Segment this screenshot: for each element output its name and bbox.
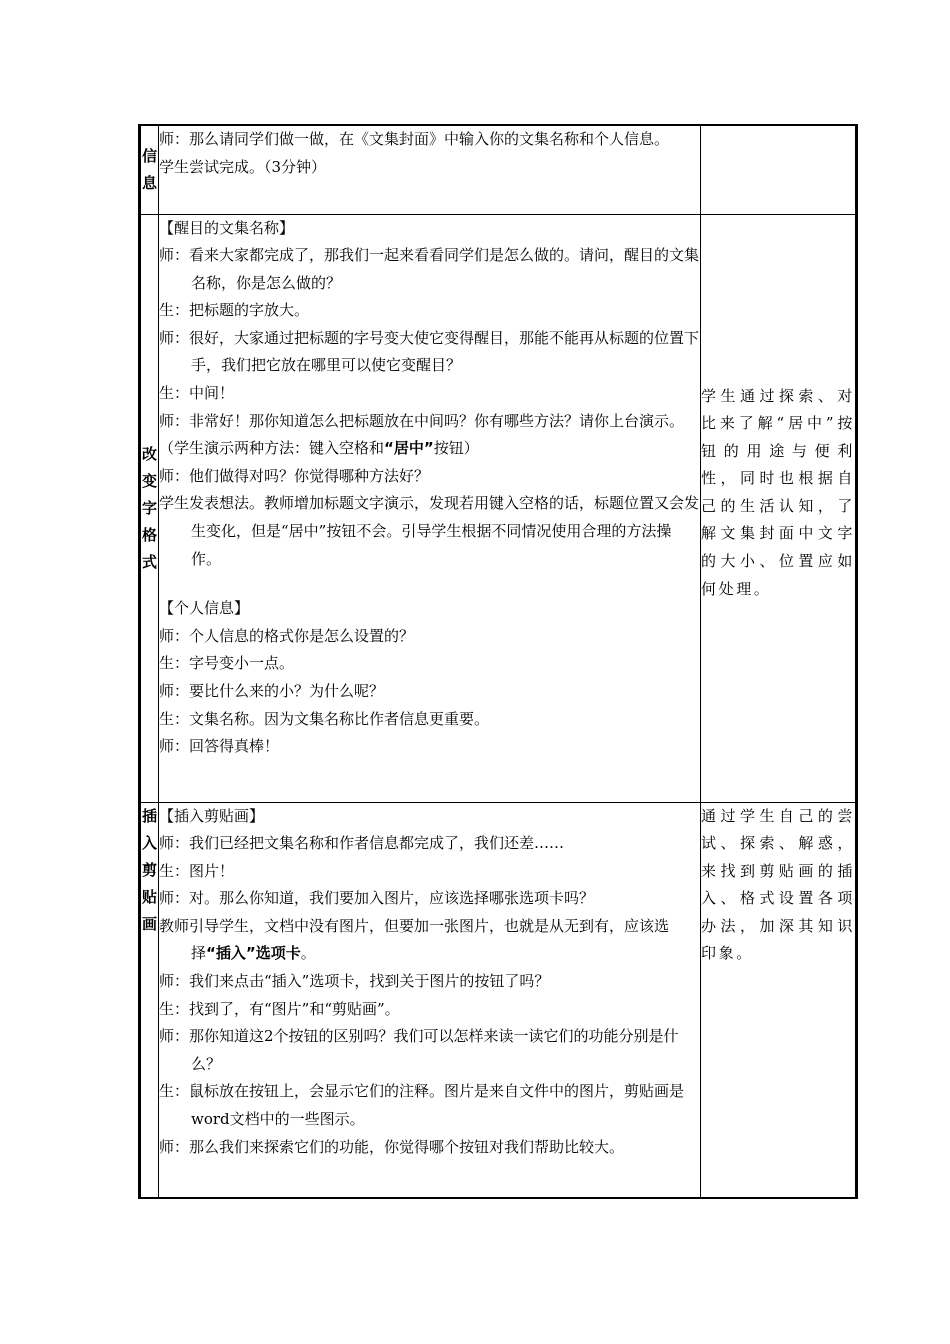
section-content-change-format bbox=[159, 214, 701, 802]
line-text: 。 bbox=[300, 944, 316, 963]
line-text: 教师引导学生，文档中没有图片，但要加一张图片，也就是从无到有，应该选择 bbox=[159, 916, 670, 963]
dialogue-line: 师：非常好！那你知道怎么把标题放在中间吗？你有哪些方法？请你上台演示。 bbox=[159, 411, 685, 430]
section-note-insert-clipart bbox=[701, 802, 857, 1198]
line-text: （学生演示两种方法：键入空格和 bbox=[159, 439, 385, 458]
dialogue-line: 师：那么我们来探索它们的功能，你觉得哪个按钮对我们帮助比较大。 bbox=[159, 1137, 625, 1156]
section-note-info bbox=[701, 125, 857, 214]
subsection-heading: 【个人信息】 bbox=[159, 599, 250, 618]
label-char: 格 bbox=[141, 525, 157, 544]
subsection-heading: 【醒目的文集名称】 bbox=[159, 218, 295, 237]
dialogue-line: 师：那你知道这2个按钮的区别吗？我们可以怎样来读一读它们的功能分别是什么？ bbox=[159, 1027, 679, 1073]
label-char: 式 bbox=[141, 552, 157, 571]
dialogue-line: 师：看来大家都完成了，那我们一起来看看同学们是怎么做的。请问，醒目的文集名称，你是怎么做的？ bbox=[159, 246, 700, 292]
label-char: 变 bbox=[141, 471, 157, 490]
section-content-info bbox=[159, 125, 701, 214]
lesson-plan-table bbox=[138, 124, 858, 1199]
dialogue-line: 师：他们做得对吗？你觉得哪种方法好？ bbox=[159, 466, 430, 485]
dialogue-line: 生：图片！ bbox=[159, 861, 235, 880]
row-insert-clipart bbox=[140, 802, 857, 1198]
label-char: 息 bbox=[141, 173, 157, 192]
dialogue-line: 师：要比什么来的小？为什么呢？ bbox=[159, 682, 385, 700]
dialogue-line: 师：那么请同学们做一做，在《文集封面》中输入你的文集名称和个人信息。 bbox=[159, 130, 670, 148]
bold-term: “插入”选项卡 bbox=[206, 944, 301, 963]
dialogue-line: 生：文集名称。因为文集名称比作者信息更重要。 bbox=[159, 709, 490, 728]
dialogue-line: 生：中间！ bbox=[159, 384, 235, 403]
dialogue-line: 生：鼠标放在按钮上，会显示它们的注释。图片是来自文件中的图片，剪贴画是word文档中的一些图示。 bbox=[159, 1082, 685, 1129]
label-char: 信 bbox=[141, 146, 157, 165]
bold-term: “居中” bbox=[384, 439, 434, 458]
label-char: 改 bbox=[141, 444, 157, 463]
row-change-format bbox=[140, 214, 857, 802]
row-info bbox=[140, 125, 857, 214]
section-label-info bbox=[140, 125, 159, 214]
label-char: 贴 bbox=[141, 887, 157, 906]
dialogue-line: 师：回答得真棒！ bbox=[159, 737, 280, 756]
dialogue-line bbox=[159, 435, 700, 463]
section-content-insert-clipart bbox=[159, 802, 701, 1198]
dialogue-line: 师：个人信息的格式你是怎么设置的？ bbox=[159, 626, 415, 645]
label-char: 剪 bbox=[141, 860, 157, 879]
label-char: 入 bbox=[141, 833, 157, 852]
note-text: 学生通过探索、对比来了解“居中”按钮的用途与便利性，同时也根据自己的生活认知，了解文集封面中文字的大小、位置应如何处理。 bbox=[701, 386, 855, 598]
label-char: 画 bbox=[141, 914, 157, 933]
note-text: 通过学生自己的尝试、探索、解惑，来找到剪贴画的插入、格式设置各项办法，加深其知识印象。 bbox=[701, 806, 855, 963]
dialogue-line bbox=[159, 913, 700, 968]
label-char: 字 bbox=[141, 498, 157, 517]
section-label-change-format bbox=[140, 214, 159, 802]
dialogue-line: 师：很好，大家通过把标题的字号变大使它变得醒目，那能不能再从标题的位置下手，我们把它放在哪里可以使它变醒目？ bbox=[159, 328, 700, 375]
dialogue-line: 学生发表想法。教师增加标题文字演示，发现若用键入空格的话，标题位置又会发生变化，但是“居中”按钮不会。引导学生根据不同情况使用合理的方法操作。 bbox=[159, 494, 700, 568]
dialogue-line: 生：把标题的字放大。 bbox=[159, 301, 310, 320]
dialogue-line: 师：我们来点击“插入”选项卡，找到关于图片的按钮了吗？ bbox=[159, 972, 550, 991]
dialogue-line: 生：找到了，有“图片”和“剪贴画”。 bbox=[159, 999, 400, 1018]
dialogue-line: 生：字号变小一点。 bbox=[159, 654, 295, 673]
section-label-insert-clipart bbox=[140, 802, 159, 1198]
dialogue-line: 师：我们已经把文集名称和作者信息都完成了，我们还差…… bbox=[159, 834, 565, 853]
dialogue-line: 学生尝试完成。（3分钟） bbox=[159, 157, 327, 176]
section-note-change-format bbox=[701, 214, 857, 802]
spacer bbox=[159, 573, 700, 595]
subsection-heading: 【插入剪贴画】 bbox=[159, 806, 265, 825]
label-char: 插 bbox=[141, 806, 157, 825]
dialogue-line: 师：对。那么你知道，我们要加入图片，应该选择哪张选项卡吗？ bbox=[159, 889, 595, 908]
line-text: 按钮） bbox=[433, 439, 479, 458]
